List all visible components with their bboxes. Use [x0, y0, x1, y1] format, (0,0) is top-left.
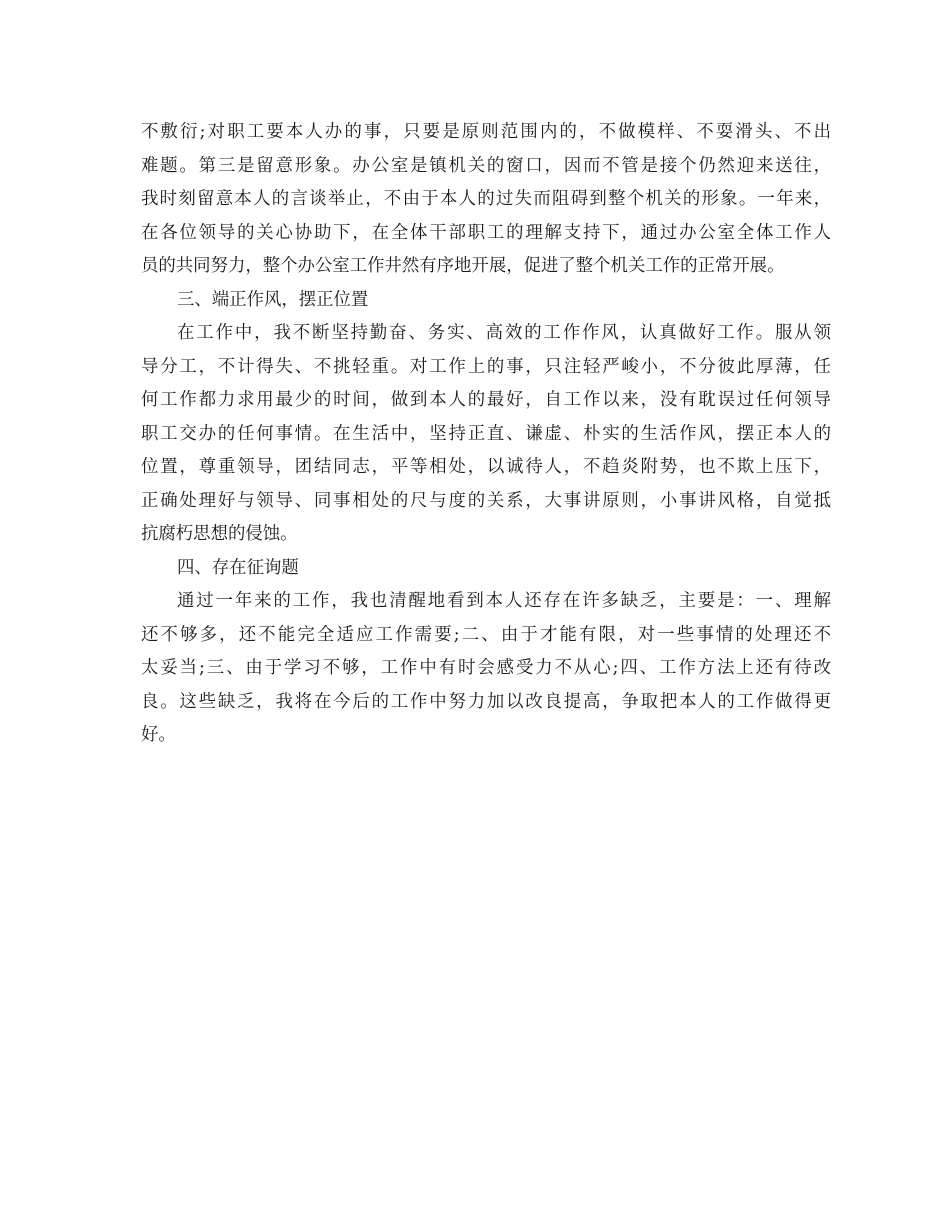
section-heading: 三、端正作风，摆正位置 [177, 289, 369, 310]
paragraph-line: 太妥当;三、由于学习不够，工作中有时会感受力不从心;四、工作方法上还有待改 [141, 658, 831, 678]
paragraph-line: 通过一年来的工作，我也清醒地看到本人还存在许多缺乏，主要是：一、理解 [177, 591, 831, 611]
paragraph-line: 职工交办的任何事情。在生活中，坚持正直、谦虚、朴实的生活作风，摆正本人的 [141, 423, 831, 444]
document-body [141, 116, 831, 753]
paragraph-line: 还不够多，还不能完全适应工作需要;二、由于才能有限，对一些事情的处理还不 [141, 624, 831, 645]
paragraph-line: 导分工，不计得失、不挑轻重。对工作上的事，只注轻严峻小，不分彼此厚薄，任 [141, 356, 831, 377]
paragraph-line: 不敷衍;对职工要本人办的事，只要是原则范围内的，不做模样、不耍滑头、不出 [141, 122, 831, 142]
paragraph-line: 在各位领导的关心协助下，在全体干部职工的理解支持下，通过办公室全体工作人 [141, 222, 831, 243]
paragraph-line: 位置，尊重领导，团结同志，平等相处，以诚待人，不趋炎附势，也不欺上压下， [141, 457, 831, 477]
paragraph-line: 正确处理好与领导、同事相处的尺与度的关系，大事讲原则，小事讲风格，自觉抵 [141, 490, 831, 511]
paragraph-line: 好。 [141, 725, 176, 745]
section-heading: 四、存在征询题 [177, 557, 299, 578]
paragraph-line: 我时刻留意本人的言谈举止，不由于本人的过失而阻碍到整个机关的形象。一年来， [141, 189, 831, 209]
paragraph-line: 在工作中，我不断坚持勤奋、务实、高效的工作作风，认真做好工作。服从领 [177, 323, 831, 343]
paragraph-line: 抗腐朽思想的侵蚀。 [141, 524, 298, 544]
paragraph-line: 何工作都力求用最少的时间，做到本人的最好，自工作以来，没有耽误过任何领导 [141, 390, 831, 410]
paragraph-line: 难题。第三是留意形象。办公室是镇机关的窗口，因而不管是接个仍然迎来送往， [141, 155, 831, 176]
paragraph-line: 员的共同努力，整个办公室工作井然有序地开展，促进了整个机关工作的正常开展。 [141, 256, 785, 276]
paragraph-line: 良。这些缺乏，我将在今后的工作中努力加以改良提高，争取把本人的工作做得更 [141, 691, 831, 712]
